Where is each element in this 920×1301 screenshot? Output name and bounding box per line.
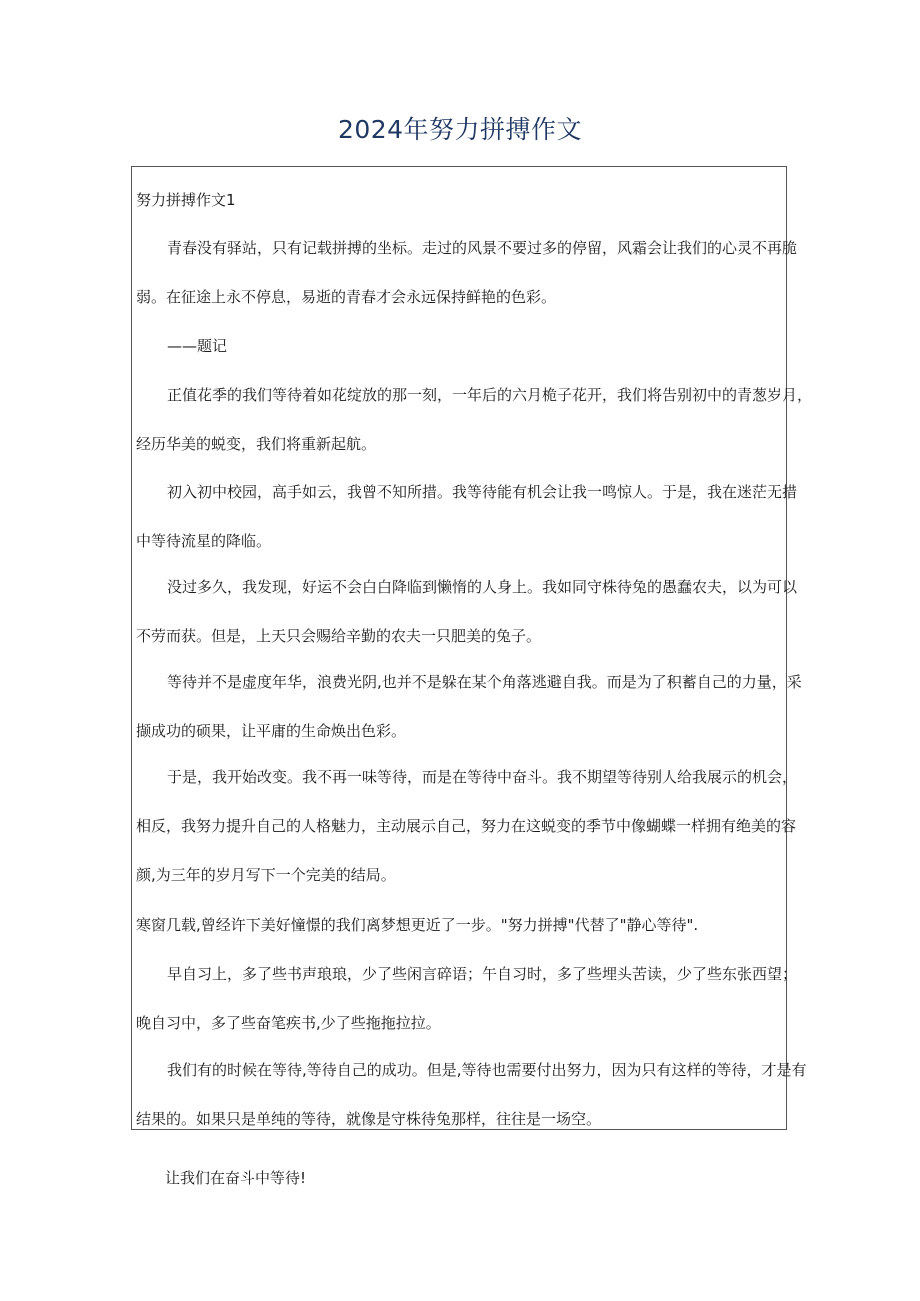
paragraph-line: 等待并不是虚度年华，浪费光阴,也并不是躲在某个角落逃避自我。而是为了积蓄自己的力量，采 — [167, 673, 802, 691]
subtitle-text: 努力拼搏作文1 — [136, 191, 236, 209]
paragraph-5 — [136, 658, 802, 756]
paragraph-line: 中等待流星的降临。 — [136, 532, 272, 550]
paragraph-line: 撷成功的硕果，让平庸的生命焕出色彩。 — [136, 722, 407, 740]
paragraph-line: 颜,为三年的岁月写下一个完美的结局。 — [136, 866, 396, 884]
paragraph-line: 没过多久，我发现，好运不会白白降临到懒惰的人身上。我如同守株待兔的愚蠢农夫，以为可以 — [167, 578, 798, 596]
paragraph-line: 弱。在征途上永不停息，易逝的青春才会永远保持鲜艳的色彩。 — [136, 288, 557, 306]
paragraph-3 — [136, 468, 798, 566]
paragraph-6 — [136, 753, 798, 900]
paragraph-4 — [136, 563, 798, 661]
paragraph-line: 晚自习中，多了些奋笔疾书,少了些拖拖拉拉。 — [136, 1014, 441, 1032]
paragraph-line: 经历华美的蜕变，我们将重新起航。 — [136, 435, 377, 453]
document-title: 2024年努力拼搏作文 — [337, 115, 583, 144]
paragraph-line: 结果的。如果只是单纯的等待，就像是守株待兔那样，往往是一场空。 — [136, 1110, 602, 1128]
subtitle — [136, 176, 788, 225]
closing-line: 让我们在奋斗中等待! — [165, 1169, 307, 1187]
paragraph-1 — [136, 224, 798, 322]
paragraph-9 — [136, 1046, 807, 1144]
paragraph-line: 相反，我努力提升自己的人格魅力，主动展示自己，努力在这蜕变的季节中像蝴蝶一样拥有绝美的容 — [136, 817, 797, 835]
paragraph-epigraph-note — [136, 322, 788, 371]
paragraph-7 — [136, 901, 788, 950]
paragraph-2 — [136, 371, 813, 469]
paragraph-line: 不劳而获。但是，上天只会赐给辛勤的农夫一只肥美的兔子。 — [136, 627, 542, 645]
paragraph-line: 我们有的时候在等待,等待自己的成功。但是,等待也需要付出努力，因为只有这样的等待，才是有 — [167, 1061, 807, 1079]
paragraph-line: 青春没有驿站，只有记载拼搏的坐标。走过的风景不要过多的停留，风霜会让我们的心灵不再脆 — [167, 239, 798, 257]
paragraph-line: 初入初中校园，高手如云，我曾不知所措。我等待能有机会让我一鸣惊人。于是，我在迷茫无措 — [167, 483, 798, 501]
paragraph-line: 正值花季的我们等待着如花绽放的那一刻，一年后的六月桅子花开，我们将告别初中的青葱岁月， — [167, 386, 813, 404]
paragraph-line: 寒窗几载,曾经许下美好憧憬的我们离梦想更近了一步。"努力拼搏"代替了"静心等待". — [136, 916, 699, 934]
paragraph-line: 于是，我开始改变。我不再一味等待，而是在等待中奋斗。我不期望等待别人给我展示的机会， — [167, 768, 798, 786]
paragraph-line: 早自习上，多了些书声琅琅，少了些闲言碎语；午自习时，多了些埋头苦读，少了些东张西望； — [167, 965, 798, 983]
paragraph-line: ——题记 — [167, 337, 228, 355]
content-box — [131, 166, 813, 1130]
paragraph-8 — [136, 950, 798, 1048]
